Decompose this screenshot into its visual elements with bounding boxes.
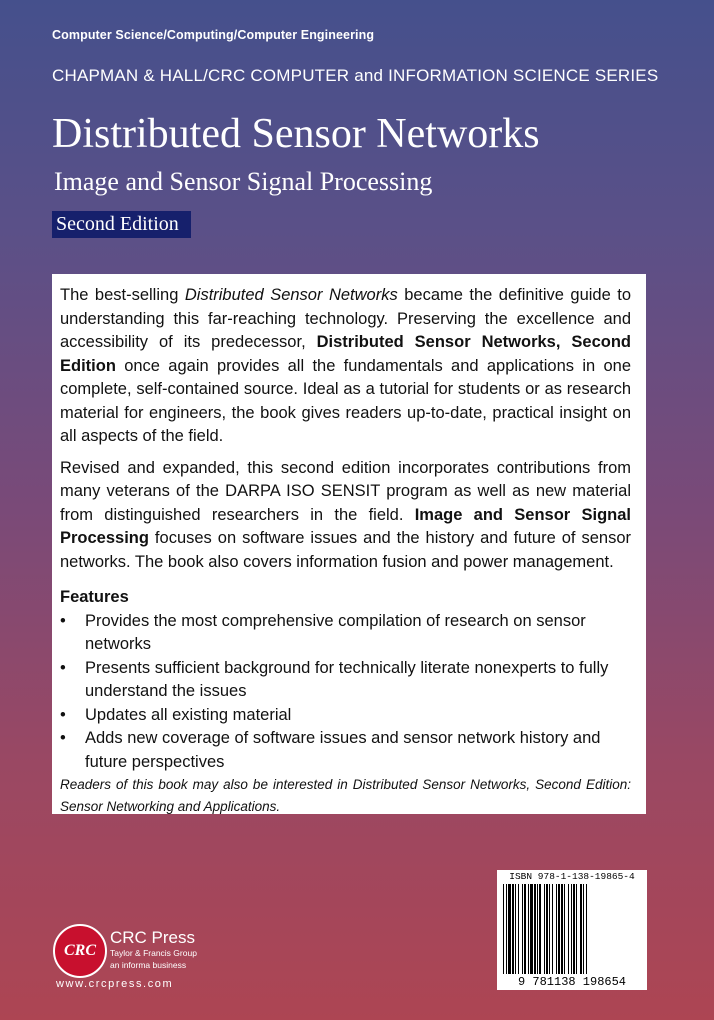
blurb-paragraph-1: The best-selling Distributed Sensor Networks became the definitive guide to understanding this far-reaching technology. Preserving the excellence and accessibility of its predecessor, Distributed Sensor Networks, Second Edition once again provides all the fundamentals and applications in one complete, self-contained source. Ideal as a tutorial for students or as research material for engineers, the book gives readers up-to-date, practical insight on all aspects of the field.: [60, 286, 632, 445]
blurb-paragraph-2: Revised and expanded, this second edition incorporates contributions from many veterans of the DARPA ISO SENSIT program as well as new material from distinguished researchers in the field. Image and Sensor Signal Processing focuses on software issues and the history and future of sensor networks. The book also covers information fusion and power management.: [60, 458, 631, 571]
publisher-name: CRC Press: [110, 928, 196, 947]
features-heading: Features: [60, 588, 129, 606]
series-name: CHAPMAN & HALL/CRC COMPUTER and INFORMATION SCIENCE SERIES: [52, 66, 659, 85]
features-list: [60, 610, 631, 775]
feature-item: • Adds new coverage of software issues and sensor network history and future perspectives: [60, 727, 631, 774]
barcode-icon: [497, 870, 647, 990]
feature-item: • Provides the most comprehensive compilation of research on sensor networks: [60, 610, 631, 657]
publisher-tagline: an informa business: [110, 960, 187, 970]
feature-item: • Presents sufficient background for technically literate nonexperts to fully understand the issues: [60, 657, 631, 704]
edition-badge: Second Edition: [52, 211, 191, 238]
ean-number: 9 781138 198654: [517, 975, 627, 989]
isbn-label: ISBN 978-1-138-19865-4: [509, 871, 635, 882]
barcode-box: [497, 870, 647, 990]
related-title-note: Readers of this book may also be interested in Distributed Sensor Networks, Second Edition: Sensor Networking and Applications.: [60, 777, 631, 814]
crc-logo-icon: CRC: [53, 924, 107, 978]
feature-item: • Updates all existing material: [60, 704, 631, 728]
book-title: Distributed Sensor Networks: [52, 111, 540, 157]
blurb-panel: [52, 274, 646, 814]
publisher-url: www.crcpress.com: [56, 978, 174, 990]
category-line: Computer Science/Computing/Computer Engineering: [52, 28, 375, 42]
book-subtitle: Image and Sensor Signal Processing: [54, 167, 433, 196]
publisher-group: Taylor & Francis Group: [110, 948, 197, 958]
